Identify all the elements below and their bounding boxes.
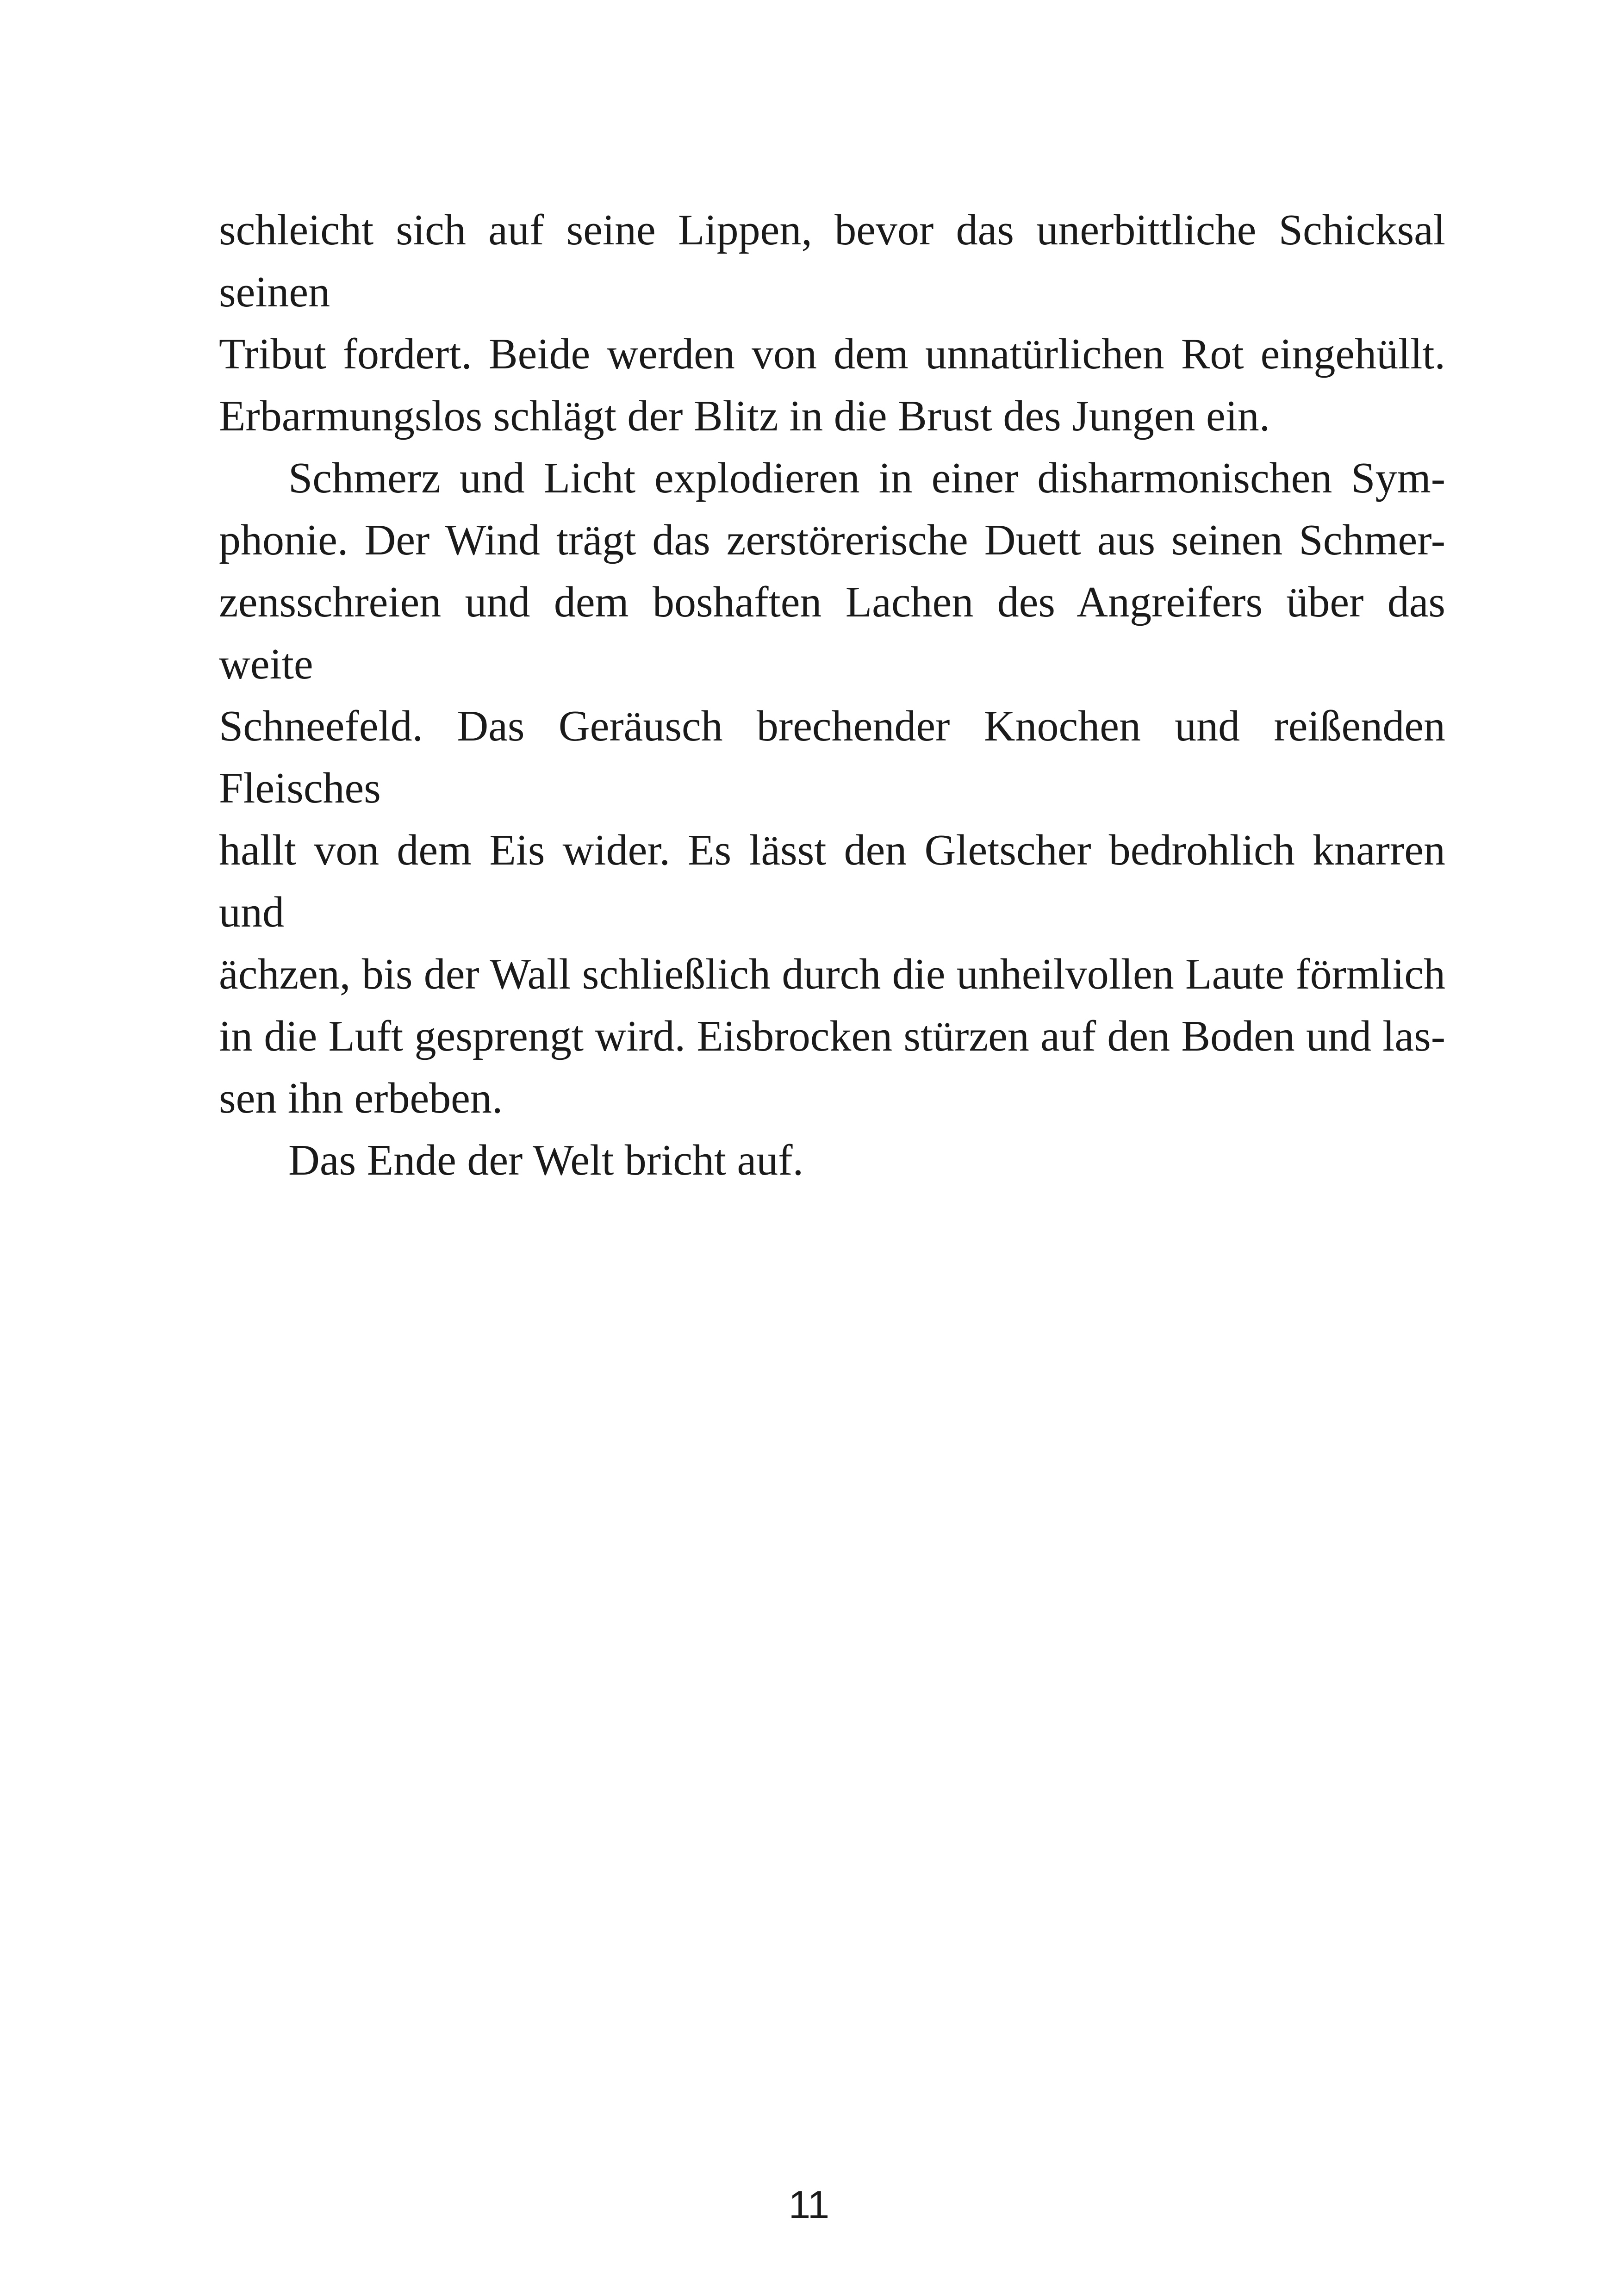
- text-line: in die Luft gesprengt wird. Eisbrocken stürzen auf den Boden und las-: [219, 1012, 1445, 1060]
- text-line: hallt von dem Eis wider. Es lässt den Gletscher bedrohlich knarren und: [219, 826, 1445, 936]
- text-line: zensschreien und dem boshaften Lachen des Angreifers über das weite: [219, 578, 1445, 688]
- text-line: Erbarmungslos schlägt der Blitz in die Brust des Jungen ein.: [219, 392, 1270, 440]
- body-text: [219, 199, 1445, 1191]
- text-line: sen ihn erbeben.: [219, 1074, 503, 1122]
- text-line: phonie. Der Wind trägt das zerstörerische Duett aus seinen Schmer-: [219, 516, 1445, 564]
- text-line: Schneefeld. Das Geräusch brechender Knochen und reißenden Fleisches: [219, 702, 1445, 812]
- text-line: Schmerz und Licht explodieren in einer disharmonischen Sym-: [288, 454, 1445, 502]
- text-line: schleicht sich auf seine Lippen, bevor das unerbittliche Schicksal seinen: [219, 206, 1445, 316]
- paragraph: [219, 199, 1445, 447]
- text-line: Das Ende der Welt bricht auf.: [288, 1136, 804, 1184]
- paragraph: [219, 1129, 1445, 1191]
- text-line: ächzen, bis der Wall schließlich durch die unheilvollen Laute förmlich: [219, 950, 1445, 998]
- page-number: 11: [788, 2183, 830, 2227]
- text-line: Tribut fordert. Beide werden von dem unnatürlichen Rot eingehüllt.: [219, 330, 1445, 378]
- paragraph: [219, 447, 1445, 1129]
